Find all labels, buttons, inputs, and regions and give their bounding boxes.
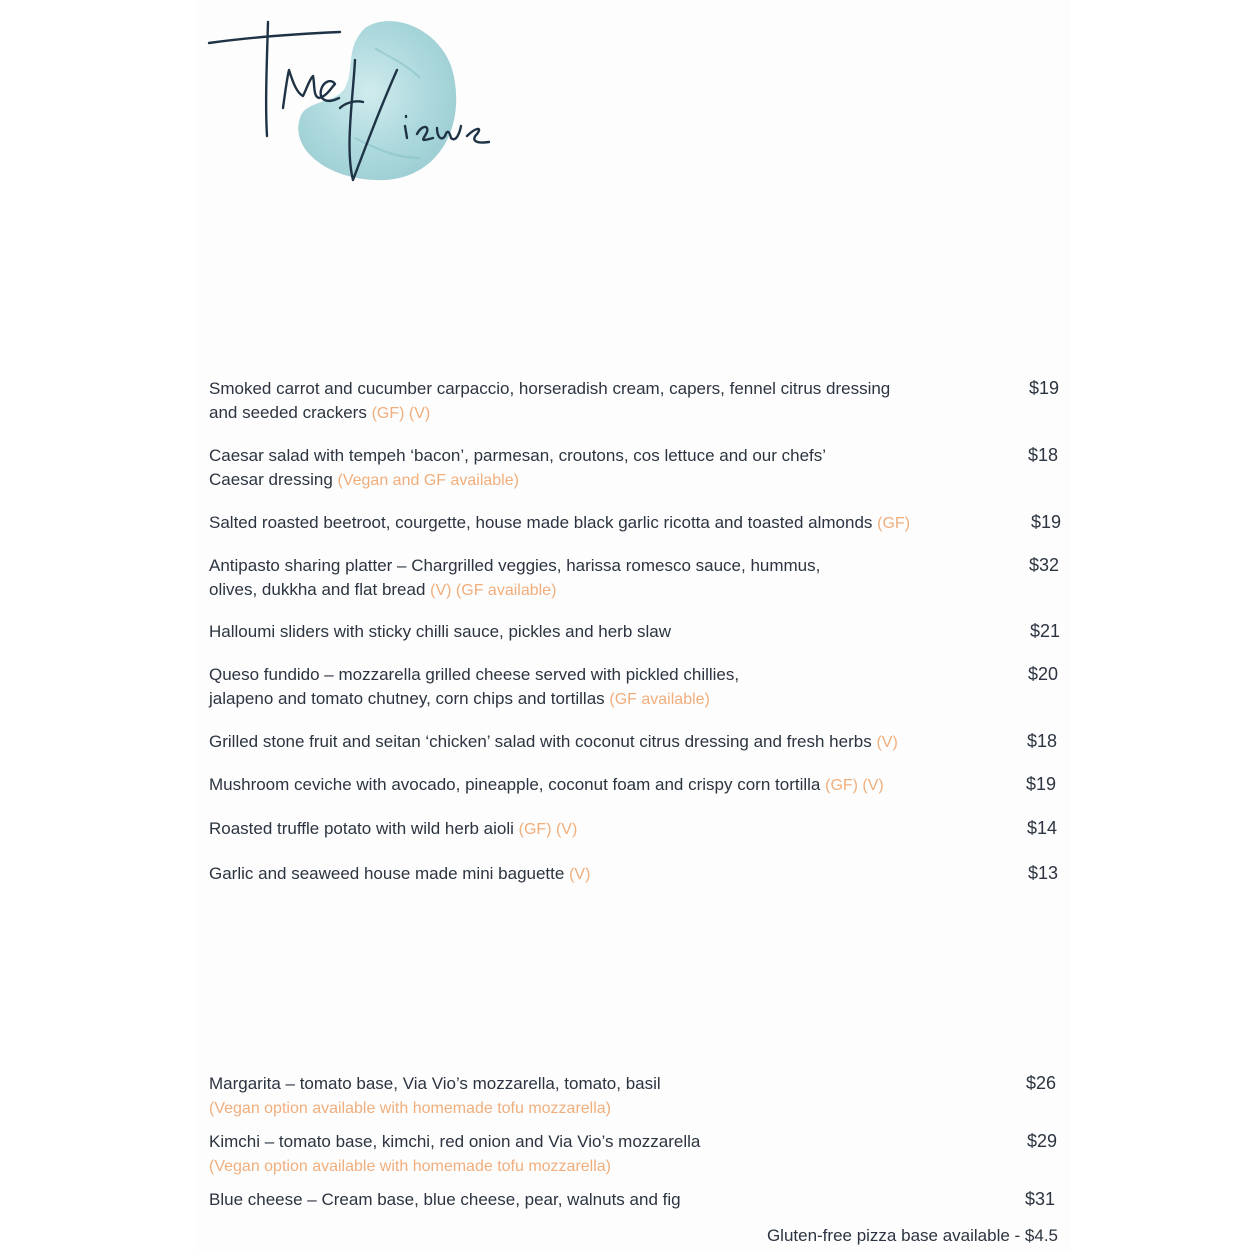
item-description xyxy=(209,511,910,536)
item-description xyxy=(209,444,826,492)
item-price: $14 xyxy=(1027,818,1058,838)
item-price: $31 xyxy=(1025,1189,1056,1209)
vegan-option-note: (Vegan option available with homemade tofu mozzarella) xyxy=(209,1099,612,1117)
item-description xyxy=(209,1072,661,1120)
item-price: $26 xyxy=(1026,1073,1057,1093)
item-line: Mushroom ceviche with avocado, pineapple, coconut foam and crispy corn tortilla xyxy=(209,775,821,794)
dietary-tags: (V) xyxy=(569,866,591,883)
item-description xyxy=(209,1188,681,1212)
item-line: Roasted truffle potato with wild herb aioli xyxy=(209,819,514,838)
item-price: $19 xyxy=(1029,378,1060,398)
item-line: olives, dukkha and flat bread xyxy=(209,579,426,599)
item-price: $18 xyxy=(1028,445,1059,465)
item-description xyxy=(209,620,671,644)
dietary-tags: (V) xyxy=(876,734,898,751)
item-line: Antipasto sharing platter – Chargrilled veggies, harissa romesco sauce, hummus, xyxy=(209,556,821,575)
item-price: $21 xyxy=(1030,621,1061,641)
item-description xyxy=(209,554,820,602)
dietary-tags: (GF) (V) xyxy=(825,777,884,794)
vegan-option-note: (Vegan option available with homemade tofu mozzarella) xyxy=(209,1157,612,1175)
logo-graphic xyxy=(205,8,495,188)
item-line: Garlic and seaweed house made mini baguette xyxy=(209,864,565,883)
item-line: Caesar dressing xyxy=(209,469,333,489)
dietary-tags: (Vegan and GF available) xyxy=(337,471,519,489)
item-line: Salted roasted beetroot, courgette, house made black garlic ricotta and toasted almonds xyxy=(209,513,873,532)
item-line: Caesar salad with tempeh ‘bacon’, parmesan, croutons, cos lettuce and our chefs’ xyxy=(209,446,827,465)
dietary-tags: (GF) xyxy=(877,515,911,532)
pizza-title: Kimchi – tomato base, kimchi, red onion and Via Vio’s mozzarella xyxy=(209,1132,701,1151)
item-description xyxy=(209,730,898,755)
item-price: $32 xyxy=(1029,555,1060,575)
item-description xyxy=(209,773,884,798)
dietary-tags: (GF) (V) xyxy=(371,404,431,422)
dietary-tags: (V) (GF available) xyxy=(430,581,557,599)
gluten-free-base-note: Gluten-free pizza base available - $4.5 xyxy=(766,1226,1058,1245)
item-description xyxy=(209,862,590,887)
item-line: and seeded crackers xyxy=(209,402,367,422)
item-description xyxy=(209,377,890,425)
item-price: $20 xyxy=(1028,664,1059,684)
item-price: $19 xyxy=(1031,512,1062,532)
the-views-logo xyxy=(205,8,495,188)
item-price: $13 xyxy=(1028,863,1059,883)
item-description xyxy=(209,817,577,842)
pizza-title: Margarita – tomato base, Via Vio’s mozzarella, tomato, basil xyxy=(209,1074,661,1093)
item-line: Smoked carrot and cucumber carpaccio, horseradish cream, capers, fennel citrus dressing xyxy=(209,379,891,398)
item-price: $29 xyxy=(1027,1131,1058,1151)
dietary-tags: (GF) (V) xyxy=(518,821,578,838)
item-description xyxy=(209,663,739,711)
item-line: Queso fundido – mozzarella grilled cheese served with pickled chillies, xyxy=(209,665,740,684)
item-line: Grilled stone fruit and seitan ‘chicken’ salad with coconut citrus dressing and fresh herbs xyxy=(209,732,872,751)
item-price: $19 xyxy=(1026,774,1057,794)
dietary-tags: (GF available) xyxy=(609,690,710,708)
item-description xyxy=(209,1130,700,1178)
item-price: $18 xyxy=(1027,731,1058,751)
pizza-title: Blue cheese – Cream base, blue cheese, pear, walnuts and fig xyxy=(209,1190,681,1209)
item-line: jalapeno and tomato chutney, corn chips and tortillas xyxy=(209,688,605,708)
item-line: Halloumi sliders with sticky chilli sauce, pickles and herb slaw xyxy=(209,622,672,641)
